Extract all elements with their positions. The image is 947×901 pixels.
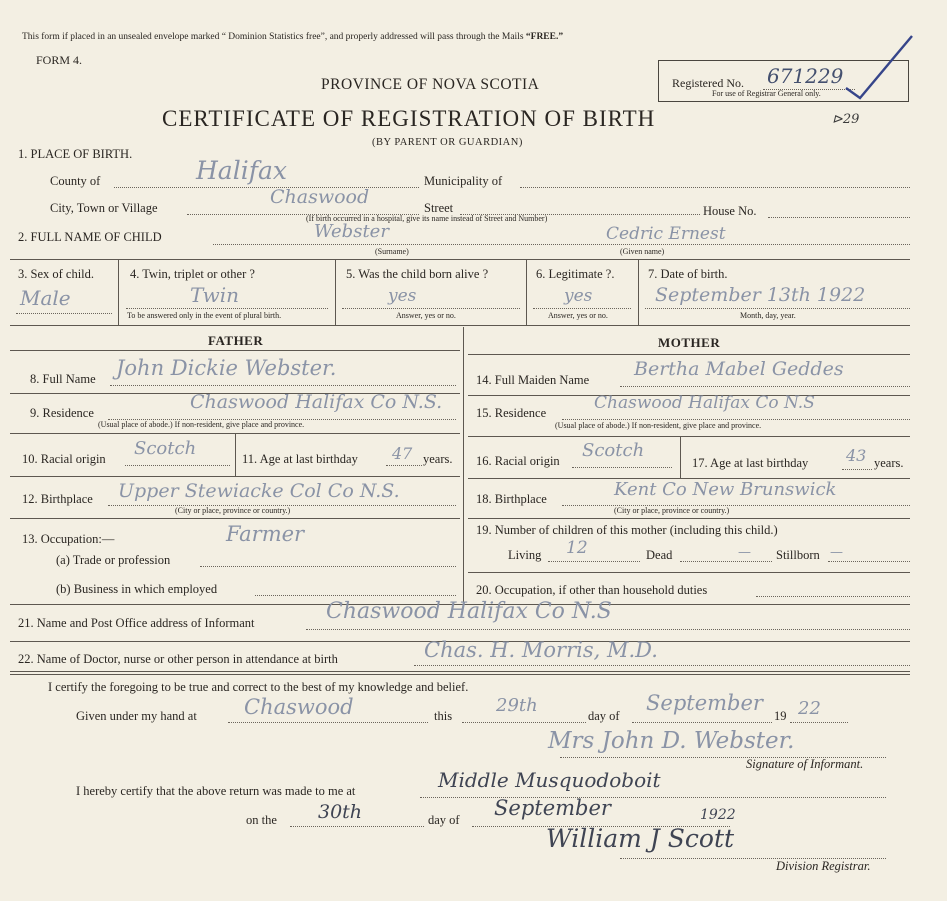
- mother-occupation-label: 20. Occupation, if other than household duties: [476, 583, 708, 597]
- surname-caption: (Surname): [375, 247, 409, 256]
- born-alive-value: yes: [388, 286, 417, 306]
- father-name-value: John Dickie Webster.: [116, 356, 337, 380]
- mother-heading: MOTHER: [658, 335, 721, 350]
- mother-racial-label: 16. Racial origin: [476, 454, 560, 468]
- registrar-signature: William J Scott: [546, 824, 735, 853]
- living-label: Living: [508, 548, 542, 562]
- stamp-mark: ⊳29: [832, 112, 860, 127]
- given-month-value: September: [646, 691, 763, 715]
- registrar-place-value: Middle Musquodoboit: [438, 768, 661, 792]
- registrar-on-label: on the: [246, 813, 277, 827]
- mother-birthplace-label: 18. Birthplace: [476, 492, 547, 506]
- father-trade-label: (a) Trade or profession: [56, 553, 171, 567]
- plurality-value: Twin: [190, 283, 240, 307]
- street-label: Street: [424, 201, 454, 215]
- father-residence-value: Chaswood Halifax Co N.S.: [190, 391, 443, 413]
- child-given-name-value: Cedric Ernest: [606, 224, 726, 244]
- dead-value: —: [738, 545, 751, 560]
- informant-signature-caption: Signature of Informant.: [746, 757, 864, 771]
- father-birthplace-value: Upper Stewiacke Col Co N.S.: [118, 480, 400, 502]
- dead-label: Dead: [646, 548, 673, 562]
- registrar-signature-caption: Division Registrar.: [776, 859, 871, 873]
- father-business-label: (b) Business in which employed: [56, 582, 218, 596]
- mother-age-unit: years.: [874, 456, 904, 470]
- legitimate-note: Answer, yes or no.: [548, 311, 608, 320]
- plurality-label: 4. Twin, triplet or other ?: [130, 267, 255, 281]
- birth-date-label: 7. Date of birth.: [648, 267, 728, 281]
- birth-date-note: Month, day, year.: [740, 311, 796, 320]
- registrar-day-value: 30th: [318, 801, 363, 823]
- registrar-month-value: September: [494, 796, 611, 820]
- registrar-statement: I hereby certify that the above return was made to me at: [76, 784, 356, 798]
- place-of-birth-label: 1. PLACE OF BIRTH.: [18, 147, 133, 161]
- given-at-label: Given under my hand at: [76, 709, 197, 723]
- check-mark-icon: [840, 30, 920, 110]
- mother-birthplace-value: Kent Co New Brunswick: [614, 479, 837, 500]
- legitimate-value: yes: [564, 286, 593, 306]
- legitimate-label: 6. Legitimate ?.: [536, 267, 615, 281]
- mother-residence-label: 15. Residence: [476, 406, 547, 420]
- city-value: Chaswood: [270, 186, 370, 208]
- father-age-unit: years.: [423, 452, 453, 466]
- stillborn-label: Stillborn: [776, 548, 820, 562]
- father-residence-label: 9. Residence: [30, 406, 94, 420]
- child-name-label: 2. FULL NAME OF CHILD: [18, 230, 162, 244]
- children-count-label: 19. Number of children of this mother (including this child.): [476, 523, 778, 537]
- document-title: CERTIFICATE OF REGISTRATION OF BIRTH: [162, 106, 656, 131]
- doctor-value: Chas. H. Morris, M.D.: [424, 638, 658, 662]
- birth-date-value: September 13th 1922: [655, 284, 866, 306]
- child-surname-value: Webster: [314, 221, 389, 242]
- county-value: Halifax: [196, 156, 287, 185]
- mother-racial-value: Scotch: [582, 440, 645, 461]
- stillborn-value: —: [830, 545, 843, 560]
- mother-residence-note: (Usual place of abode.) If non-resident, give place and province.: [555, 421, 762, 430]
- mail-notice-free: “FREE.”: [525, 32, 564, 42]
- given-year-value: 22: [798, 698, 821, 719]
- province-heading: PROVINCE OF NOVA SCOTIA: [321, 76, 540, 93]
- certification-statement: I certify the foregoing to be true and correct to the best of my knowledge and belief.: [48, 680, 469, 694]
- sex-label: 3. Sex of child.: [18, 267, 95, 281]
- house-number-label: House No.: [703, 204, 757, 218]
- city-label: City, Town or Village: [50, 201, 158, 215]
- registrar-year-value: 1922: [700, 807, 736, 823]
- given-name-caption: (Given name): [620, 247, 665, 256]
- father-age-label: 11. Age at last birthday: [242, 452, 358, 466]
- informant-label: 21. Name and Post Office address of Informant: [18, 616, 255, 630]
- mail-notice: [22, 33, 563, 43]
- county-label: County of: [50, 174, 101, 188]
- plurality-note: To be answered only in the event of plural birth.: [127, 311, 282, 320]
- mother-birthplace-note: (City or place, province or country.): [614, 506, 730, 515]
- given-year-prefix: 19: [774, 709, 787, 723]
- given-day-value: 29th: [496, 695, 538, 716]
- mother-name-value: Bertha Mabel Geddes: [634, 358, 844, 380]
- this-label: this: [434, 709, 453, 723]
- father-racial-value: Scotch: [134, 438, 197, 459]
- document-subtitle: (BY PARENT OR GUARDIAN): [372, 137, 523, 148]
- informant-signature: Mrs John D. Webster.: [548, 728, 795, 754]
- father-racial-label: 10. Racial origin: [22, 452, 106, 466]
- father-occupation-label: 13. Occupation:—: [22, 532, 115, 546]
- father-heading: FATHER: [208, 333, 264, 348]
- informant-value: Chaswood Halifax Co N.S: [326, 599, 612, 624]
- registered-number-value: 671229: [767, 64, 844, 88]
- registrar-day-of-label: day of: [428, 813, 460, 827]
- father-birthplace-label: 12. Birthplace: [22, 492, 93, 506]
- mother-age-label: 17. Age at last birthday: [692, 456, 809, 470]
- father-residence-note: (Usual place of abode.) If non-resident, give place and province.: [98, 420, 305, 429]
- mother-residence-value: Chaswood Halifax Co N.S: [594, 393, 815, 413]
- born-alive-note: Answer, yes or no.: [396, 311, 456, 320]
- sex-value: Male: [20, 286, 71, 310]
- born-alive-label: 5. Was the child born alive ?: [346, 267, 489, 281]
- father-trade-value: Farmer: [226, 522, 305, 546]
- form-number: FORM 4.: [36, 53, 83, 67]
- doctor-label: 22. Name of Doctor, nurse or other person in attendance at birth: [18, 652, 338, 666]
- mother-name-label: 14. Full Maiden Name: [476, 373, 590, 387]
- hospital-note: (If birth occurred in a hospital, give its name instead of Street and Number): [306, 214, 548, 223]
- registered-number-label: Registered No.: [672, 76, 744, 90]
- municipality-label: Municipality of: [424, 174, 503, 188]
- given-day-of-label: day of: [588, 709, 620, 723]
- father-age-value: 47: [392, 444, 413, 463]
- mail-notice-text: This form if placed in an unsealed envelope marked “ Dominion Statistics free”, and properly addressed will pass through the Mails: [22, 32, 524, 42]
- mother-age-value: 43: [846, 446, 867, 465]
- father-name-label: 8. Full Name: [30, 372, 96, 386]
- given-at-place-value: Chaswood: [244, 695, 354, 719]
- father-birthplace-note: (City or place, province or country.): [175, 506, 291, 515]
- living-value: 12: [566, 538, 588, 558]
- registrar-use-note: For use of Registrar General only.: [712, 89, 821, 98]
